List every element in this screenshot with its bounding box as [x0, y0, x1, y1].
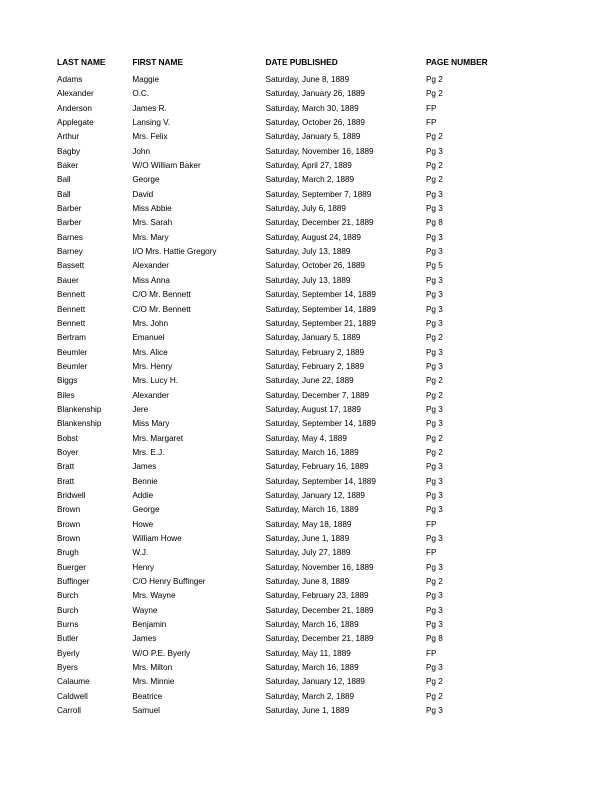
- cell-last-name: Baker: [57, 161, 79, 171]
- cell-first-name: Miss Anna: [132, 275, 170, 285]
- cell-last-name: Adams: [57, 75, 83, 84]
- cell-first-name: Lansing V.: [132, 118, 171, 128]
- cell-last-name: Burch: [57, 605, 79, 615]
- cell-page-number: Pg 3: [425, 462, 443, 472]
- cell-last-name: Bridwell: [57, 490, 86, 500]
- cell-date-published: Saturday, October 26, 1889: [265, 261, 365, 271]
- cell-page-number: Pg 3: [425, 347, 443, 357]
- table-row: [57, 374, 557, 388]
- cell-first-name: Wayne: [132, 605, 158, 615]
- cell-page-number: Pg 3: [425, 290, 443, 300]
- cell-date-published: Saturday, November 16, 1889: [265, 146, 374, 156]
- cell-last-name: Bassett: [57, 261, 85, 271]
- cell-last-name: Bertram: [57, 333, 86, 343]
- cell-date-published: Saturday, April 27, 1889: [265, 161, 352, 171]
- column-header-page-number: PAGE NUMBER: [425, 57, 488, 67]
- table-row: [57, 87, 557, 101]
- cell-page-number: Pg 3: [425, 318, 443, 328]
- cell-first-name: Miss Abbie: [132, 204, 172, 214]
- cell-date-published: Saturday, July 6, 1889: [265, 204, 346, 214]
- cell-last-name: Brown: [57, 519, 81, 529]
- cell-first-name: Mrs. Milton: [132, 663, 173, 673]
- cell-first-name: James: [132, 462, 157, 472]
- cell-first-name: C/O Henry Buffinger: [132, 577, 206, 587]
- cell-first-name: Addie: [132, 490, 154, 500]
- cell-first-name: I/O Mrs. Hattie Gregory: [132, 247, 217, 257]
- table-row: [57, 546, 557, 560]
- table-row: [57, 403, 557, 417]
- cell-date-published: Saturday, September 14, 1889: [265, 290, 376, 300]
- cell-last-name: Barnes: [57, 232, 83, 242]
- cell-date-published: Saturday, January 5, 1889: [265, 132, 361, 142]
- table-body: [57, 73, 557, 718]
- cell-last-name: Alexander: [57, 89, 94, 99]
- table-row: [57, 489, 557, 503]
- cell-date-published: Saturday, February 2, 1889: [265, 347, 365, 357]
- cell-date-published: Saturday, September 14, 1889: [265, 476, 376, 486]
- table-row: [57, 604, 557, 618]
- cell-last-name: Calaume: [57, 677, 90, 687]
- column-header-first-name: FIRST NAME: [132, 57, 183, 67]
- cell-first-name: Howe: [132, 519, 154, 529]
- table-row: [57, 475, 557, 489]
- cell-page-number: Pg 2: [425, 75, 443, 84]
- cell-page-number: Pg 3: [425, 591, 443, 601]
- cell-first-name: W/O William Baker: [132, 161, 201, 171]
- cell-date-published: Saturday, July 13, 1889: [265, 247, 351, 257]
- cell-first-name: Mrs. Lucy H.: [132, 376, 179, 386]
- column-header-last-name: LAST NAME: [57, 57, 106, 67]
- table-header-row: [57, 57, 557, 73]
- cell-last-name: Burns: [57, 620, 79, 630]
- cell-date-published: Saturday, July 13, 1889: [265, 275, 351, 285]
- table-row: [57, 561, 557, 575]
- cell-date-published: Saturday, June 1, 1889: [265, 534, 350, 543]
- cell-first-name: Mrs. Mary: [132, 232, 169, 242]
- cell-first-name: Miss Mary: [132, 419, 170, 429]
- table-row: [57, 216, 557, 230]
- cell-date-published: Saturday, January 12, 1889: [265, 677, 365, 687]
- cell-first-name: Mrs. Minnie: [132, 677, 175, 687]
- cell-last-name: Beumler: [57, 361, 88, 371]
- cell-last-name: Bennett: [57, 304, 86, 314]
- cell-page-number: Pg 3: [425, 505, 443, 515]
- table-row: [57, 288, 557, 302]
- cell-last-name: Bauer: [57, 275, 79, 285]
- cell-last-name: Ball: [57, 189, 71, 199]
- table-row: [57, 503, 557, 517]
- cell-last-name: Bennett: [57, 318, 86, 328]
- cell-first-name: William Howe: [132, 534, 182, 543]
- cell-first-name: James: [132, 634, 157, 644]
- table-row: [57, 632, 557, 646]
- cell-date-published: Saturday, January 5, 1889: [265, 333, 361, 343]
- cell-page-number: Pg 3: [425, 620, 443, 630]
- table-row: [57, 145, 557, 159]
- cell-last-name: Biggs: [57, 376, 78, 386]
- cell-date-published: Saturday, September 14, 1889: [265, 419, 376, 429]
- cell-first-name: Mrs. Margaret: [132, 433, 184, 443]
- cell-last-name: Brown: [57, 534, 81, 543]
- table-row: [57, 690, 557, 704]
- cell-last-name: Barber: [57, 204, 82, 214]
- cell-first-name: Mrs. Henry: [132, 361, 173, 371]
- cell-page-number: Pg 2: [425, 691, 443, 701]
- cell-last-name: Brugh: [57, 548, 79, 558]
- cell-last-name: Blankenship: [57, 404, 102, 414]
- cell-last-name: Barber: [57, 218, 82, 228]
- table-row: [57, 303, 557, 317]
- cell-last-name: Arthur: [57, 132, 80, 142]
- table-row: [57, 532, 557, 546]
- cell-last-name: Bagby: [57, 146, 81, 156]
- cell-last-name: Byerly: [57, 648, 80, 658]
- cell-first-name: Benjamin: [132, 620, 167, 630]
- cell-last-name: Applegate: [57, 118, 94, 128]
- cell-last-name: Biles: [57, 390, 75, 400]
- table-row: [57, 346, 557, 360]
- cell-page-number: Pg 2: [425, 577, 443, 587]
- table-row: [57, 159, 557, 173]
- cell-date-published: Saturday, March 16, 1889: [265, 505, 359, 515]
- table-row: [57, 173, 557, 187]
- cell-first-name: Mrs. E.J.: [132, 447, 165, 457]
- table-row: [57, 274, 557, 288]
- table-header: [57, 57, 557, 73]
- cell-last-name: Boyer: [57, 447, 79, 457]
- cell-page-number: FP: [425, 103, 437, 113]
- table-row: [57, 202, 557, 216]
- cell-date-published: Saturday, August 24, 1889: [265, 232, 361, 242]
- cell-date-published: Saturday, March 16, 1889: [265, 663, 359, 673]
- table-row: [57, 102, 557, 116]
- table-row: [57, 589, 557, 603]
- table-row: [57, 704, 557, 718]
- cell-date-published: Saturday, September 21, 1889: [265, 318, 376, 328]
- table-row: [57, 231, 557, 245]
- cell-date-published: Saturday, November 16, 1889: [265, 562, 374, 572]
- cell-page-number: Pg 2: [425, 390, 443, 400]
- cell-page-number: Pg 2: [425, 161, 443, 171]
- cell-last-name: Byers: [57, 663, 78, 673]
- cell-page-number: Pg 2: [425, 433, 443, 443]
- cell-date-published: Saturday, January 26, 1889: [265, 89, 365, 99]
- cell-last-name: Barney: [57, 247, 83, 257]
- cell-first-name: Mrs. Sarah: [132, 218, 173, 228]
- table-row: [57, 331, 557, 345]
- cell-page-number: Pg 2: [425, 175, 443, 185]
- cell-page-number: Pg 3: [425, 605, 443, 615]
- cell-date-published: Saturday, October 26, 1889: [265, 118, 365, 128]
- cell-last-name: Blankenship: [57, 419, 102, 429]
- cell-first-name: James R.: [132, 103, 167, 113]
- cell-date-published: Saturday, September 7, 1889: [265, 189, 372, 199]
- cell-page-number: Pg 3: [425, 189, 443, 199]
- cell-first-name: Bennie: [132, 476, 158, 486]
- cell-page-number: Pg 3: [425, 419, 443, 429]
- cell-first-name: C/O Mr. Bennett: [132, 304, 191, 314]
- cell-page-number: Pg 3: [425, 534, 443, 543]
- cell-date-published: Saturday, December 21, 1889: [265, 218, 374, 228]
- cell-date-published: Saturday, September 14, 1889: [265, 304, 376, 314]
- cell-page-number: Pg 2: [425, 89, 443, 99]
- cell-page-number: FP: [425, 118, 437, 128]
- cell-first-name: Alexander: [132, 261, 170, 271]
- cell-date-published: Saturday, March 2, 1889: [265, 175, 355, 185]
- table-row: [57, 130, 557, 144]
- cell-last-name: Ball: [57, 175, 71, 185]
- cell-page-number: Pg 3: [425, 275, 443, 285]
- cell-page-number: Pg 3: [425, 490, 443, 500]
- cell-page-number: Pg 5: [425, 261, 443, 271]
- cell-first-name: Mrs. Wayne: [132, 591, 176, 601]
- cell-date-published: Saturday, March 16, 1889: [265, 447, 359, 457]
- cell-page-number: Pg 3: [425, 361, 443, 371]
- cell-page-number: Pg 3: [425, 204, 443, 214]
- table-row: [57, 389, 557, 403]
- cell-first-name: W/O P.E. Byerly: [132, 648, 191, 658]
- cell-first-name: O.C.: [132, 89, 150, 99]
- table-row: [57, 417, 557, 431]
- cell-date-published: Saturday, March 30, 1889: [265, 103, 359, 113]
- cell-date-published: Saturday, June 1, 1889: [265, 706, 350, 716]
- cell-date-published: Saturday, June 8, 1889: [265, 577, 350, 587]
- cell-page-number: Pg 3: [425, 663, 443, 673]
- cell-page-number: Pg 3: [425, 476, 443, 486]
- cell-last-name: Caldwell: [57, 691, 88, 701]
- table-row: [57, 360, 557, 374]
- cell-date-published: Saturday, March 16, 1889: [265, 620, 359, 630]
- table-row: [57, 518, 557, 532]
- cell-page-number: Pg 2: [425, 677, 443, 687]
- cell-date-published: Saturday, June 22, 1889: [265, 376, 354, 386]
- cell-page-number: FP: [425, 548, 437, 558]
- cell-page-number: Pg 2: [425, 333, 443, 343]
- cell-last-name: Brown: [57, 505, 81, 515]
- cell-first-name: Jere: [132, 404, 149, 414]
- table-row: [57, 661, 557, 675]
- column-header-date-published: DATE PUBLISHED: [265, 57, 338, 67]
- cell-date-published: Saturday, July 27, 1889: [265, 548, 351, 558]
- cell-first-name: John: [132, 146, 150, 156]
- cell-first-name: George: [132, 175, 160, 185]
- cell-first-name: Emanuel: [132, 333, 165, 343]
- cell-first-name: Alexander: [132, 390, 170, 400]
- cell-last-name: Anderson: [57, 103, 92, 113]
- cell-date-published: Saturday, February 2, 1889: [265, 361, 365, 371]
- cell-date-published: Saturday, May 4, 1889: [265, 433, 347, 443]
- cell-last-name: Bennett: [57, 290, 86, 300]
- cell-date-published: Saturday, August 17, 1889: [265, 404, 361, 414]
- cell-last-name: Butler: [57, 634, 79, 644]
- table-row: [57, 460, 557, 474]
- cell-last-name: Buffinger: [57, 577, 90, 587]
- table-row: [57, 647, 557, 661]
- cell-last-name: Buerger: [57, 562, 86, 572]
- cell-date-published: Saturday, May 18, 1889: [265, 519, 352, 529]
- cell-first-name: W.J.: [132, 548, 149, 558]
- cell-page-number: Pg 2: [425, 447, 443, 457]
- cell-last-name: Carroll: [57, 706, 81, 716]
- cell-first-name: Samuel: [132, 706, 160, 716]
- cell-first-name: David: [132, 189, 154, 199]
- cell-page-number: Pg 8: [425, 634, 443, 644]
- cell-date-published: Saturday, February 16, 1889: [265, 462, 369, 472]
- cell-date-published: Saturday, December 21, 1889: [265, 605, 374, 615]
- table-row: [57, 73, 557, 87]
- cell-page-number: Pg 3: [425, 232, 443, 242]
- cell-date-published: Saturday, March 2, 1889: [265, 691, 355, 701]
- cell-last-name: Bobst: [57, 433, 78, 443]
- cell-date-published: Saturday, December 21, 1889: [265, 634, 374, 644]
- cell-first-name: Henry: [132, 562, 155, 572]
- cell-first-name: Mrs. John: [132, 318, 169, 328]
- table-row: [57, 618, 557, 632]
- table-row: [57, 116, 557, 130]
- table-row: [57, 188, 557, 202]
- table-row: [57, 432, 557, 446]
- cell-last-name: Bratt: [57, 462, 75, 472]
- cell-page-number: FP: [425, 519, 437, 529]
- cell-first-name: Mrs. Felix: [132, 132, 168, 142]
- cell-page-number: Pg 3: [425, 562, 443, 572]
- cell-page-number: FP: [425, 648, 437, 658]
- cell-first-name: Mrs. Alice: [132, 347, 168, 357]
- cell-page-number: Pg 3: [425, 706, 443, 716]
- cell-page-number: Pg 8: [425, 218, 443, 228]
- table-row: [57, 675, 557, 689]
- cell-first-name: George: [132, 505, 160, 515]
- cell-first-name: Maggie: [132, 75, 160, 84]
- cell-first-name: C/O Mr. Bennett: [132, 290, 191, 300]
- cell-first-name: Beatrice: [132, 691, 163, 701]
- table-row: [57, 259, 557, 273]
- cell-page-number: Pg 3: [425, 146, 443, 156]
- table-row: [57, 317, 557, 331]
- cell-page-number: Pg 3: [425, 404, 443, 414]
- cell-page-number: Pg 2: [425, 132, 443, 142]
- table-row: [57, 446, 557, 460]
- index-table: [57, 57, 557, 718]
- cell-date-published: Saturday, February 23, 1889: [265, 591, 369, 601]
- cell-date-published: Saturday, December 7, 1889: [265, 390, 370, 400]
- cell-last-name: Beumler: [57, 347, 88, 357]
- table-row: [57, 575, 557, 589]
- cell-date-published: Saturday, May 11, 1889: [265, 648, 351, 658]
- cell-date-published: Saturday, June 8, 1889: [265, 75, 350, 84]
- cell-page-number: Pg 3: [425, 304, 443, 314]
- cell-last-name: Burch: [57, 591, 79, 601]
- cell-date-published: Saturday, January 12, 1889: [265, 490, 365, 500]
- table-row: [57, 245, 557, 259]
- cell-last-name: Bratt: [57, 476, 75, 486]
- cell-page-number: Pg 3: [425, 247, 443, 257]
- cell-page-number: Pg 2: [425, 376, 443, 386]
